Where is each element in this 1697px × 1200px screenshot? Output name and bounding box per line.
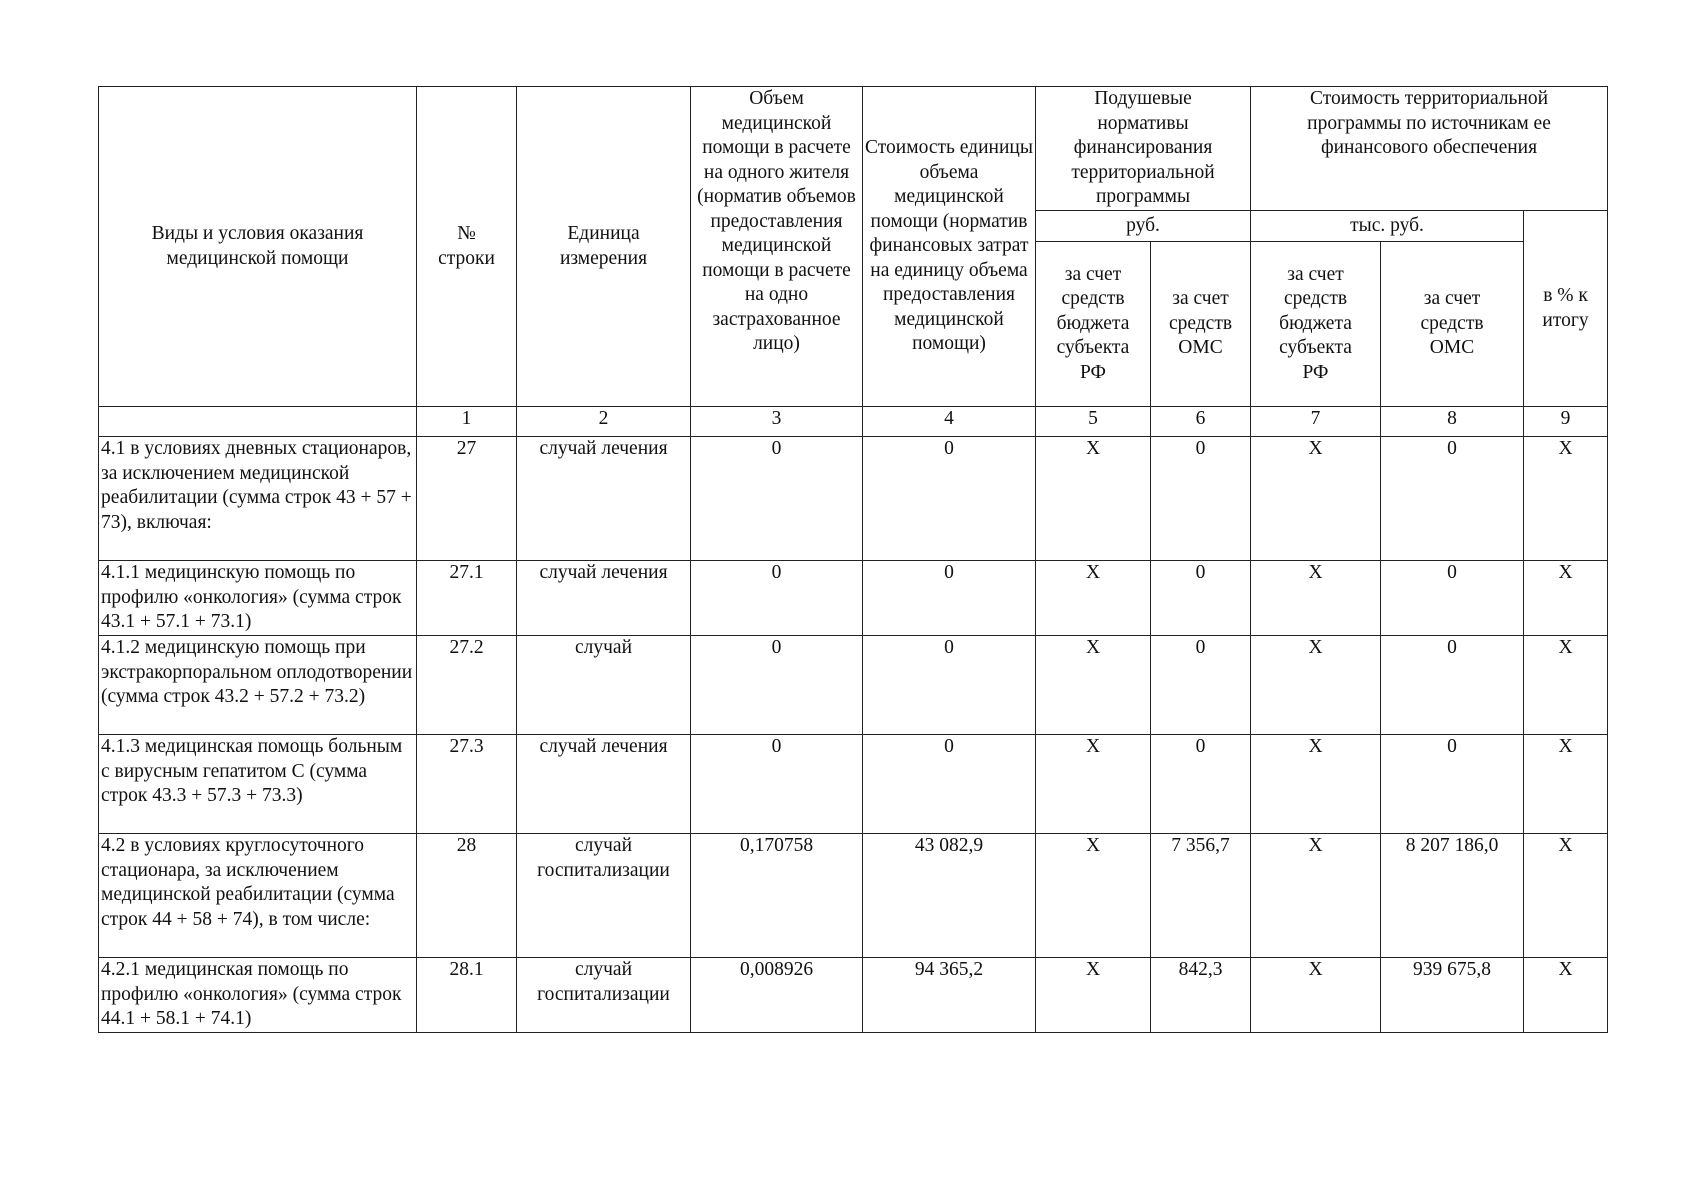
row-volume: 0 bbox=[691, 437, 863, 561]
column-number: 3 bbox=[691, 407, 863, 437]
row-number: 28.1 bbox=[417, 958, 517, 1033]
row-pc-budget: Х bbox=[1036, 834, 1151, 958]
header-row-number: № строки bbox=[417, 87, 517, 407]
row-pc-oms: 0 bbox=[1151, 735, 1251, 834]
row-unit: случай лечения bbox=[517, 735, 691, 834]
column-number bbox=[99, 407, 417, 437]
row-tp-budget: Х bbox=[1251, 735, 1381, 834]
row-tp-oms: 0 bbox=[1381, 561, 1524, 636]
row-percent: Х bbox=[1524, 834, 1608, 958]
row-tp-budget: Х bbox=[1251, 958, 1381, 1033]
table-row bbox=[99, 437, 1608, 561]
row-volume: 0 bbox=[691, 636, 863, 735]
row-unit: случай госпитализации bbox=[517, 958, 691, 1033]
row-number: 27 bbox=[417, 437, 517, 561]
row-tp-budget: Х bbox=[1251, 636, 1381, 735]
row-pc-oms: 0 bbox=[1151, 561, 1251, 636]
row-volume: 0 bbox=[691, 735, 863, 834]
table-row bbox=[99, 958, 1608, 1033]
row-pc-budget: Х bbox=[1036, 437, 1151, 561]
row-unit: случай bbox=[517, 636, 691, 735]
row-tp-budget: Х bbox=[1251, 834, 1381, 958]
row-unit: случай лечения bbox=[517, 437, 691, 561]
row-name: 4.1.2 медицинскую помощь при экстракорпоральном оплодотворении (сумма строк 43.2 + 57.2 + 73.2) bbox=[99, 636, 417, 735]
row-name: 4.2.1 медицинская помощь по профилю «онкология» (сумма строк 44.1 + 58.1 + 74.1) bbox=[99, 958, 417, 1033]
row-tp-oms: 0 bbox=[1381, 636, 1524, 735]
row-pc-oms: 0 bbox=[1151, 437, 1251, 561]
financing-table bbox=[98, 86, 1608, 1033]
header-unit-cost: Стоимость единицы объема медицинской помощи (норматив финансовых затрат на единицу объема предоставления медицинской помощи) bbox=[863, 87, 1036, 407]
header-tp-oms: за счет средств ОМС bbox=[1381, 242, 1524, 407]
row-pc-budget: Х bbox=[1036, 958, 1151, 1033]
row-unit-cost: 0 bbox=[863, 437, 1036, 561]
row-pc-oms: 7 356,7 bbox=[1151, 834, 1251, 958]
row-tp-budget: Х bbox=[1251, 561, 1381, 636]
row-number: 28 bbox=[417, 834, 517, 958]
table-row bbox=[99, 834, 1608, 958]
row-percent: Х bbox=[1524, 636, 1608, 735]
header-types-of-care: Виды и условия оказания медицинской помощи bbox=[99, 87, 417, 407]
column-number: 6 bbox=[1151, 407, 1251, 437]
column-number: 2 bbox=[517, 407, 691, 437]
column-number: 8 bbox=[1381, 407, 1524, 437]
header-per-capita-group: Подушевые нормативы финансирования территориальной программы bbox=[1036, 87, 1251, 211]
row-unit-cost: 43 082,9 bbox=[863, 834, 1036, 958]
row-volume: 0 bbox=[691, 561, 863, 636]
row-name: 4.1 в условиях дневных стационаров, за исключением медицинской реабилитации (сумма строк 43 + 57 + 73), включая: bbox=[99, 437, 417, 561]
column-numbers-row bbox=[99, 407, 1608, 437]
row-unit-cost: 0 bbox=[863, 735, 1036, 834]
row-percent: Х bbox=[1524, 437, 1608, 561]
row-number: 27.3 bbox=[417, 735, 517, 834]
row-pc-budget: Х bbox=[1036, 636, 1151, 735]
row-name: 4.1.1 медицинскую помощь по профилю «онкология» (сумма строк 43.1 + 57.1 + 73.1) bbox=[99, 561, 417, 636]
row-tp-budget: Х bbox=[1251, 437, 1381, 561]
row-volume: 0,008926 bbox=[691, 958, 863, 1033]
row-name: 4.2 в условиях круглосуточного стационара, за исключением медицинской реабилитации (сумма строк 44 + 58 + 74), в том числе: bbox=[99, 834, 417, 958]
header-tp-budget-rf: за счет средств бюджета субъекта РФ bbox=[1251, 242, 1381, 407]
header-pc-oms: за счет средств ОМС bbox=[1151, 242, 1251, 407]
row-tp-oms: 0 bbox=[1381, 735, 1524, 834]
row-percent: Х bbox=[1524, 958, 1608, 1033]
row-volume: 0,170758 bbox=[691, 834, 863, 958]
table-row bbox=[99, 636, 1608, 735]
row-tp-oms: 939 675,8 bbox=[1381, 958, 1524, 1033]
row-percent: Х bbox=[1524, 735, 1608, 834]
row-unit-cost: 0 bbox=[863, 636, 1036, 735]
header-cost-sources-group: Стоимость территориальной программы по источникам ее финансового обеспечения bbox=[1251, 87, 1608, 211]
column-number: 9 bbox=[1524, 407, 1608, 437]
row-pc-oms: 0 bbox=[1151, 636, 1251, 735]
header-volume: Объем медицинской помощи в расчете на одного жителя (норматив объемов предоставления медицинской помощи в расчете на одно застрахованное лицо) bbox=[691, 87, 863, 407]
row-pc-budget: Х bbox=[1036, 561, 1151, 636]
row-pc-budget: Х bbox=[1036, 735, 1151, 834]
column-number: 1 bbox=[417, 407, 517, 437]
row-name: 4.1.3 медицинская помощь больным с вирусным гепатитом С (сумма строк 43.3 + 57.3 + 73.3) bbox=[99, 735, 417, 834]
row-tp-oms: 0 bbox=[1381, 437, 1524, 561]
column-number: 5 bbox=[1036, 407, 1151, 437]
header-unit-thousand-rub: тыс. руб. bbox=[1251, 211, 1524, 242]
header-unit-rub: руб. bbox=[1036, 211, 1251, 242]
row-number: 27.1 bbox=[417, 561, 517, 636]
row-percent: Х bbox=[1524, 561, 1608, 636]
table-row bbox=[99, 561, 1608, 636]
header-unit: Единица измерения bbox=[517, 87, 691, 407]
column-number: 4 bbox=[863, 407, 1036, 437]
header-pc-budget-rf: за счет средств бюджета субъекта РФ bbox=[1036, 242, 1151, 407]
row-unit-cost: 94 365,2 bbox=[863, 958, 1036, 1033]
row-unit: случай госпитализации bbox=[517, 834, 691, 958]
row-tp-oms: 8 207 186,0 bbox=[1381, 834, 1524, 958]
row-unit: случай лечения bbox=[517, 561, 691, 636]
header-percent-total: в % к итогу bbox=[1524, 211, 1608, 407]
row-unit-cost: 0 bbox=[863, 561, 1036, 636]
row-number: 27.2 bbox=[417, 636, 517, 735]
row-pc-oms: 842,3 bbox=[1151, 958, 1251, 1033]
table-row bbox=[99, 735, 1608, 834]
column-number: 7 bbox=[1251, 407, 1381, 437]
